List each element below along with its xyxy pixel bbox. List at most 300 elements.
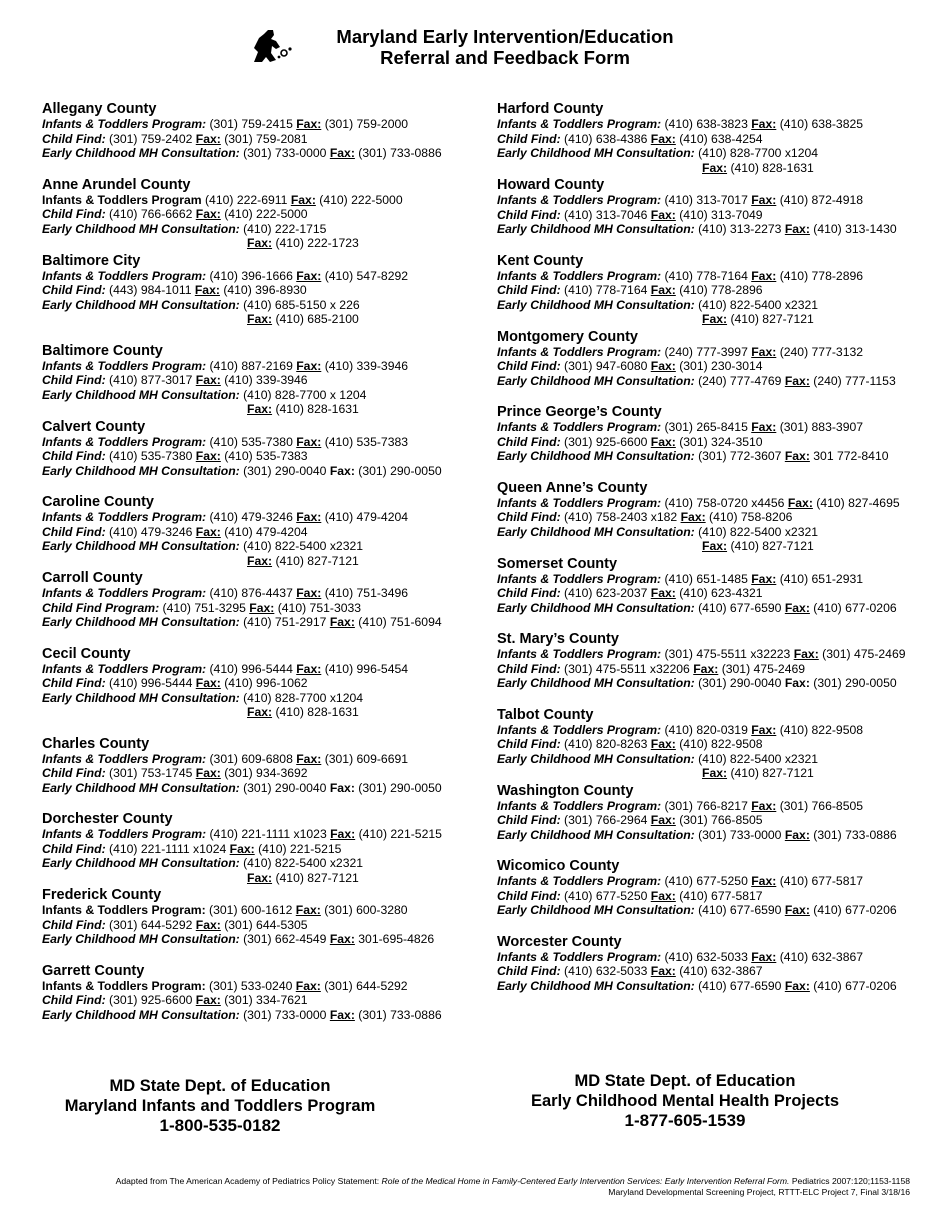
fax-label: Fax: (296, 661, 322, 676)
itp-phone: (410) 758-0720 x4456 (664, 495, 785, 510)
footer-phone: 1-877-605-1539 (624, 1111, 746, 1130)
fax-label: Fax: (702, 312, 728, 326)
fax-label: Fax: (229, 841, 255, 856)
citation-line1 (0, 1176, 910, 1187)
county-name: Howard County (497, 177, 605, 193)
cf-row (497, 586, 937, 601)
fax-label: Fax: (751, 874, 777, 888)
mh-phone: (410) 313-2273 (698, 222, 782, 236)
fax-label: Fax: (702, 539, 728, 553)
mh-phone: (301) 772-3607 (698, 449, 782, 463)
itp-row (497, 723, 937, 738)
fax-label: Fax: (290, 192, 316, 207)
itp-fax: (410) 479-4204 (324, 510, 409, 524)
county-name: Talbot County (497, 706, 594, 723)
cf-phone: (301) 644-5292 (109, 917, 193, 932)
fax-label: Fax: (650, 813, 676, 827)
cf-label: Child Find: (497, 964, 561, 978)
fax-label: Fax: (329, 463, 355, 478)
fax-label: Fax: (751, 722, 777, 737)
itp-label: Infants & Toddlers Program: (42, 751, 207, 766)
fax-label: Fax: (751, 268, 777, 283)
fax-label: Fax: (194, 283, 220, 297)
form-title-line2: Referral and Feedback Form (380, 47, 630, 68)
county-name: Somerset County (497, 555, 618, 572)
cf-fax: (410) 632-3867 (679, 964, 763, 978)
itp-row (497, 269, 937, 284)
mh-fax-row (42, 705, 482, 720)
cf-phone: (410) 778-7164 (564, 283, 648, 297)
county-name: Calvert County (42, 418, 146, 435)
fax-label: Fax: (195, 993, 221, 1007)
cf-fax: (410) 623-4321 (679, 586, 763, 600)
fax-label: Fax: (296, 268, 322, 283)
itp-row (497, 572, 937, 587)
itp-fax: (410) 547-8292 (324, 268, 409, 283)
cf-fax: (301) 334-7621 (224, 993, 308, 1007)
cf-phone: (410) 677-5250 (564, 888, 648, 903)
cf-fax: (410) 638-4254 (679, 131, 763, 146)
itp-fax: (301) 609-6691 (324, 751, 409, 766)
mh-label: Early Childhood MH Consultation: (42, 690, 240, 705)
itp-phone: (410) 222-6911 (204, 192, 288, 207)
footer-infants-toddlers (40, 1076, 400, 1136)
mh-fax-row (497, 312, 937, 327)
itp-fax: (301) 644-5292 (324, 978, 408, 993)
citation (0, 1176, 910, 1198)
itp-label: Infants & Toddlers Program: (497, 344, 662, 359)
cf-phone: (443) 984-1011 (109, 283, 192, 297)
itp-label: Infants & Toddlers Program: (497, 420, 662, 434)
mh-phone: (410) 828-7700 x1204 (698, 146, 819, 160)
itp-label: Infants & Toddlers Program: (42, 586, 207, 600)
cf-phone: (410) 996-5444 (109, 676, 193, 690)
mh-fax: (301) 290-0050 (358, 463, 442, 478)
mh-row (497, 903, 937, 918)
mh-label: Early Childhood MH Consultation: (42, 539, 240, 553)
cf-fax: (410) 313-7049 (679, 207, 763, 222)
cf-phone: (301) 925-6600 (564, 434, 648, 449)
mh-phone: (410) 822-5400 x2321 (698, 751, 819, 766)
mh-row (42, 691, 482, 706)
county-block-harford (497, 101, 937, 175)
county-block-caroline (42, 494, 482, 568)
itp-phone: (301) 265-8415 (664, 420, 748, 434)
cf-fax: (301) 230-3014 (679, 359, 763, 373)
itp-row (42, 662, 482, 677)
mh-phone: (301) 290-0040 (698, 676, 782, 690)
fax-label: Fax: (296, 358, 322, 373)
cf-phone: (410) 479-3246 (109, 524, 193, 539)
fax-label: Fax: (195, 524, 221, 539)
itp-fax: (410) 638-3825 (779, 117, 864, 131)
mh-fax: (410) 827-7121 (730, 766, 814, 780)
itp-row (497, 193, 937, 208)
itp-row (42, 435, 482, 450)
itp-fax: (410) 822-9508 (779, 722, 864, 737)
mh-label: Early Childhood MH Consultation: (42, 932, 240, 946)
itp-phone: (410) 887-2169 (209, 358, 293, 373)
mh-phone: (410) 222-1715 (243, 221, 327, 236)
itp-fax: (410) 872-4918 (779, 193, 864, 207)
fax-label: Fax: (296, 586, 322, 600)
fax-label: Fax: (751, 420, 777, 434)
fax-label: Fax: (296, 510, 322, 524)
cf-label: Child Find Program: (42, 600, 160, 615)
mh-fax: (301) 733-0886 (358, 146, 442, 160)
fax-label: Fax: (784, 827, 810, 842)
mh-fax: 301-695-4826 (358, 932, 435, 946)
itp-row (42, 979, 482, 994)
fax-label: Fax: (247, 236, 273, 250)
mh-fax: (410) 751-6094 (358, 615, 442, 629)
fax-label: Fax: (784, 449, 810, 463)
itp-phone: (410) 535-7380 (209, 434, 293, 449)
cf-label: Child Find: (497, 661, 561, 676)
fax-label: Fax: (751, 949, 777, 964)
county-block-prince-georges (497, 404, 937, 464)
mh-row (497, 752, 937, 767)
county-name: Kent County (497, 252, 584, 269)
mh-fax: (301) 733-0886 (358, 1007, 442, 1022)
itp-phone: (410) 396-1666 (209, 268, 293, 283)
mh-label: Early Childhood MH Consultation: (497, 449, 695, 463)
cf-row (497, 964, 937, 979)
mh-fax: (410) 828-1631 (730, 160, 814, 175)
county-block-cecil (42, 646, 482, 720)
cf-fax: (410) 339-3946 (224, 373, 308, 387)
mh-row (42, 932, 482, 947)
mh-label: Early Childhood MH Consultation: (497, 676, 695, 690)
county-name: Charles County (42, 735, 150, 752)
itp-row (42, 752, 482, 767)
mh-row (497, 676, 937, 691)
left-county-column (42, 101, 482, 1022)
itp-phone: (410) 638-3823 (664, 117, 748, 131)
itp-row (42, 903, 482, 918)
county-block-baltimore-city (42, 253, 482, 327)
mh-fax: (301) 290-0050 (813, 676, 897, 690)
itp-fax: (410) 222-5000 (319, 192, 403, 207)
mh-phone: (410) 685-5150 x 226 (243, 297, 360, 312)
mh-phone: (410) 822-5400 x2321 (243, 856, 364, 870)
mh-label: Early Childhood MH Consultation: (42, 615, 240, 629)
cf-row (497, 662, 937, 677)
fax-label: Fax: (195, 373, 221, 387)
footer-phone: 1-800-535-0182 (159, 1116, 281, 1135)
county-name: Carroll County (42, 570, 143, 586)
itp-label: Infants & Toddlers Program: (42, 827, 207, 841)
mh-row (42, 464, 482, 479)
cf-label: Child Find: (497, 813, 561, 827)
county-name: Harford County (497, 101, 604, 117)
mh-row (42, 856, 482, 871)
cf-fax: (301) 766-8505 (679, 813, 763, 827)
cf-row (497, 435, 937, 450)
mh-label: Early Childhood MH Consultation: (497, 600, 695, 615)
mh-fax: (410) 828-1631 (275, 705, 359, 719)
county-name: Garrett County (42, 962, 145, 979)
cf-fax: (410) 996-1062 (224, 676, 308, 690)
cf-phone: (301) 766-2964 (564, 813, 648, 827)
cf-phone: (410) 758-2403 x182 (564, 510, 678, 524)
cf-label: Child Find: (497, 283, 561, 297)
footer-mental-health (505, 1071, 865, 1131)
itp-row (42, 269, 482, 284)
fax-label: Fax: (680, 510, 706, 524)
cf-row (497, 813, 937, 828)
mh-phone: (410) 677-6590 (698, 978, 782, 993)
fax-label: Fax: (195, 207, 221, 221)
itp-fax: (301) 883-3907 (779, 420, 864, 434)
fax-label: Fax: (330, 827, 356, 841)
mh-fax-row (497, 766, 937, 781)
cf-phone: (301) 925-6600 (109, 993, 193, 1007)
mh-row (497, 979, 937, 994)
child-with-toy-logo-icon (246, 26, 296, 66)
county-block-howard (497, 177, 937, 237)
itp-label: Infants & Toddlers Program: (42, 510, 207, 524)
itp-phone: (410) 778-7164 (664, 268, 748, 283)
county-name: Prince George’s County (497, 404, 662, 420)
cf-label: Child Find: (42, 524, 106, 539)
itp-fax: (410) 632-3867 (779, 949, 864, 964)
citation-title: Role of the Medical Home in Family-Centered Early Intervention Services: Early Intervention Referral Form. (381, 1176, 790, 1186)
mh-phone: (301) 290-0040 (243, 463, 327, 478)
mh-fax: (410) 827-7121 (275, 870, 359, 885)
mh-label: Early Childhood MH Consultation: (42, 463, 240, 478)
mh-row (497, 525, 937, 540)
itp-phone: (240) 777-3997 (664, 344, 748, 359)
mh-fax: (410) 827-7121 (730, 539, 814, 553)
fax-label: Fax: (784, 676, 810, 690)
itp-fax: (301) 759-2000 (324, 117, 409, 131)
mh-phone: (410) 822-5400 x2321 (243, 539, 364, 553)
mh-label: Early Childhood MH Consultation: (497, 297, 695, 312)
itp-row (42, 586, 482, 601)
cf-row (42, 601, 482, 616)
cf-phone: (410) 766-6662 (109, 207, 193, 221)
itp-row (42, 117, 482, 132)
itp-phone: (301) 600-1612 (209, 903, 293, 917)
fax-label: Fax: (751, 571, 777, 586)
mh-fax: (410) 677-0206 (813, 978, 897, 993)
footer-dept: MD State Dept. of Education (109, 1077, 331, 1095)
form-title (300, 26, 710, 68)
cf-phone: (301) 759-2402 (109, 131, 193, 146)
fax-label: Fax: (784, 600, 810, 615)
itp-label: Infants & Toddlers Program: (497, 117, 662, 131)
mh-label: Early Childhood MH Consultation: (497, 222, 695, 236)
itp-fax: (410) 778-2896 (779, 268, 864, 283)
itp-phone: (410) 677-5250 (664, 874, 748, 888)
itp-label: Infants & Toddlers Program: (497, 268, 662, 283)
cf-fax: (410) 221-5215 (258, 841, 342, 856)
county-name: Caroline County (42, 494, 154, 510)
mh-fax: (410) 827-7121 (730, 312, 814, 326)
cf-phone: (410) 632-5033 (564, 964, 648, 978)
itp-phone: (410) 479-3246 (209, 510, 293, 524)
mh-fax-row (42, 236, 482, 251)
mh-fax-row (42, 312, 482, 327)
mh-fax: (410) 677-0206 (813, 600, 897, 615)
county-block-worcester (497, 934, 937, 994)
itp-label: Infants & Toddlers Program: (497, 722, 662, 737)
itp-fax: (410) 221-5215 (358, 827, 442, 841)
itp-phone: (301) 759-2415 (209, 117, 293, 131)
cf-phone: (410) 820-8263 (564, 737, 648, 751)
mh-row (497, 374, 937, 389)
cf-fax: (410) 479-4204 (224, 524, 308, 539)
mh-fax: (410) 827-7121 (275, 553, 359, 568)
itp-row (497, 117, 937, 132)
citation-prefix: Adapted from The American Academy of Pediatrics Policy Statement: (115, 1176, 382, 1186)
county-block-wicomico (497, 858, 937, 918)
cf-fax: (301) 475-2469 (721, 661, 806, 676)
mh-phone: (410) 822-5400 x2321 (698, 524, 819, 539)
mh-phone: (410) 677-6590 (698, 903, 782, 917)
cf-label: Child Find: (497, 359, 561, 373)
fax-label: Fax: (650, 283, 676, 297)
itp-row (42, 193, 482, 208)
county-block-anne-arundel (42, 177, 482, 251)
county-name: Dorchester County (42, 811, 173, 827)
itp-row (497, 647, 937, 662)
fax-label: Fax: (329, 615, 355, 629)
fax-label: Fax: (329, 146, 355, 160)
mh-fax-row (497, 539, 937, 554)
fax-label: Fax: (195, 766, 221, 780)
footer-program: Early Childhood Mental Health Projects (530, 1092, 840, 1110)
itp-fax: (410) 827-4695 (816, 495, 900, 510)
cf-label: Child Find: (497, 510, 561, 524)
itp-row (42, 510, 482, 525)
county-name: Baltimore City (42, 252, 141, 269)
mh-fax: (410) 313-1430 (813, 222, 897, 236)
mh-phone: (410) 677-6590 (698, 600, 782, 615)
county-name: St. Mary’s County (497, 631, 619, 647)
itp-fax: (410) 651-2931 (779, 571, 864, 586)
itp-phone: (410) 996-5444 (209, 661, 293, 676)
fax-label: Fax: (751, 193, 777, 207)
fax-label: Fax: (784, 373, 810, 388)
fax-label: Fax: (247, 402, 273, 416)
fax-label: Fax: (784, 222, 810, 236)
mh-phone: (301) 733-0000 (698, 827, 782, 842)
county-block-baltimore-county (42, 343, 482, 417)
fax-label: Fax: (247, 553, 273, 568)
itp-label: Infants & Toddlers Program: (42, 358, 207, 373)
county-name: Cecil County (42, 645, 131, 662)
itp-phone: (410) 221-1111 x1023 (209, 827, 327, 841)
itp-label: Infants & Toddlers Program: (497, 949, 662, 964)
itp-fax: (410) 751-3496 (324, 586, 409, 600)
county-name: Frederick County (42, 887, 162, 903)
mh-row (42, 146, 482, 161)
mh-row (497, 449, 937, 464)
fax-label: Fax: (751, 344, 777, 359)
itp-label: Infants & Toddlers Program: (42, 434, 207, 449)
mh-phone: (240) 777-4769 (698, 373, 782, 388)
mh-label: Early Childhood MH Consultation: (497, 903, 695, 917)
mh-fax-row (497, 161, 937, 176)
mh-row (497, 828, 937, 843)
mh-row (42, 222, 482, 237)
cf-fax: (410) 677-5817 (679, 888, 763, 903)
mh-fax: (301) 733-0886 (813, 827, 897, 842)
itp-label: Infants & Toddlers Program: (497, 647, 662, 661)
cf-fax: (301) 934-3692 (224, 766, 308, 780)
fax-label: Fax: (650, 586, 676, 600)
cf-row (42, 449, 482, 464)
county-block-talbot (497, 707, 937, 781)
fax-label: Fax: (296, 751, 322, 766)
cf-label: Child Find: (42, 449, 106, 463)
fax-label: Fax: (195, 676, 221, 690)
cf-row (497, 283, 937, 298)
county-block-kent (497, 253, 937, 327)
cf-label: Child Find: (42, 131, 106, 146)
form-title-line1: Maryland Early Intervention/Education (336, 26, 674, 47)
cf-label: Child Find: (42, 676, 106, 690)
fax-label: Fax: (247, 870, 273, 885)
citation-source: Pediatrics 2007:120;1153-1158 (789, 1176, 910, 1186)
cf-row (497, 737, 937, 752)
itp-label: Infants & Toddlers Program: (42, 268, 207, 283)
cf-row (42, 207, 482, 222)
itp-fax: (410) 535-7383 (324, 434, 409, 449)
county-block-carroll (42, 570, 482, 630)
itp-label: Infants & Toddlers Program: (497, 193, 662, 207)
cf-fax: (301) 324-3510 (679, 434, 763, 449)
itp-phone: (410) 820-0319 (664, 722, 748, 737)
cf-row (42, 525, 482, 540)
fax-label: Fax: (329, 780, 355, 795)
mh-fax: 301 772-8410 (813, 449, 889, 463)
mh-label: Early Childhood MH Consultation: (497, 373, 695, 388)
fax-label: Fax: (195, 917, 221, 932)
fax-label: Fax: (650, 434, 676, 449)
mh-row (42, 298, 482, 313)
mh-phone: (410) 822-5400 x2321 (698, 297, 819, 312)
footer-dept: MD State Dept. of Education (574, 1072, 796, 1090)
mh-label: Early Childhood MH Consultation: (497, 978, 695, 993)
fax-label: Fax: (247, 705, 273, 719)
itp-row (497, 799, 937, 814)
itp-fax: (410) 677-5817 (779, 874, 864, 888)
cf-row (42, 283, 482, 298)
itp-row (497, 496, 937, 511)
itp-row (497, 345, 937, 360)
cf-row (42, 373, 482, 388)
cf-label: Child Find: (42, 841, 106, 856)
cf-phone: (410) 221-1111 x1024 (109, 841, 227, 856)
county-block-dorchester (42, 811, 482, 885)
mh-fax-row (42, 871, 482, 886)
fax-label: Fax: (195, 449, 221, 463)
itp-phone: (410) 313-7017 (664, 193, 748, 207)
fax-label: Fax: (784, 903, 810, 917)
cf-phone: (410) 638-4386 (564, 131, 648, 146)
mh-label: Early Childhood MH Consultation: (42, 1007, 240, 1022)
cf-fax: (410) 822-9508 (679, 737, 763, 751)
mh-phone: (410) 828-7700 x1204 (243, 690, 364, 705)
cf-label: Child Find: (42, 993, 106, 1007)
cf-fax: (410) 778-2896 (679, 283, 763, 297)
mh-phone: (301) 290-0040 (243, 780, 327, 795)
county-name: Anne Arundel County (42, 176, 191, 193)
fax-label: Fax: (702, 766, 728, 780)
